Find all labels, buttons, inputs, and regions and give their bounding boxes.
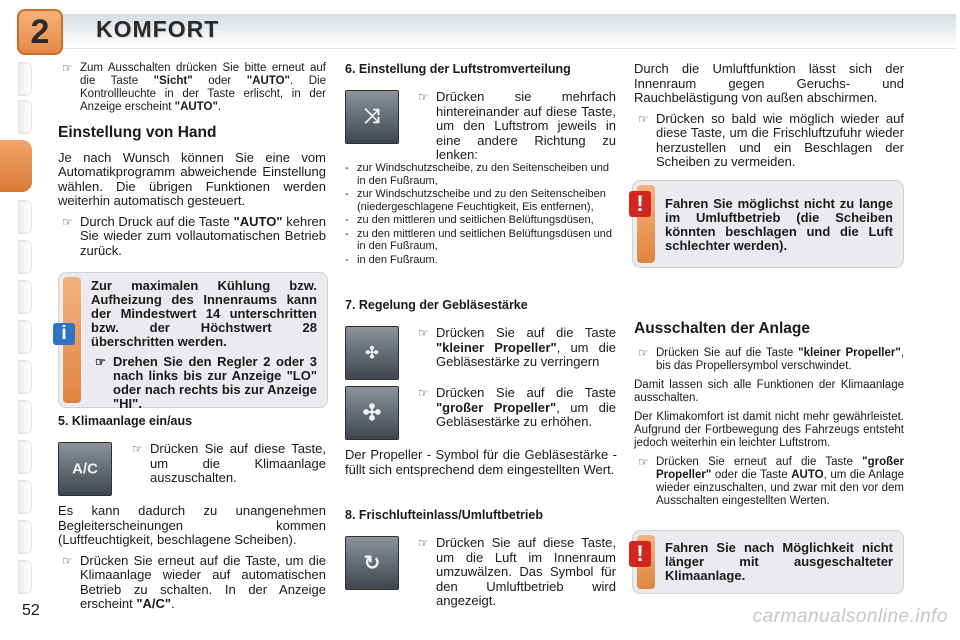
pointing-hand-icon: ☞ [638,454,649,469]
info-text: Zur maximalen Kühlung bzw. Aufheizung des Innenraums kann der Mindestwert 14 unterschritten bzw. der Höchstwert 28 überschritten werden. [91,278,317,349]
warning-text: Fahren Sie nach Möglichkeit nicht länger mit ausgeschalteter Klimaanlage. [665,540,893,583]
section-7-bullet-2 [414,386,616,436]
large-fan-button-image [345,386,399,440]
section-6-list [345,162,617,267]
side-tab[interactable] [18,440,32,474]
page-number: 52 [22,602,40,619]
section-heading: Einstellung von Hand [58,124,217,141]
info-callout [58,272,328,411]
small-fan-button-image [345,326,399,380]
list-item: - zu den mittleren und seitlichen Belüftungsdüsen und in den Fußraum, [345,228,617,253]
side-tab-active[interactable] [0,140,32,192]
pointing-hand-icon: ☞ [418,90,429,104]
paragraph: Es kann dadurch zu unangenehmen Begleiterscheinungen kommen (Luftfeuchtigkeit, beschlagene Scheiben). [58,503,326,547]
large-fan-icon: ✣ [362,400,382,425]
section-7-bullet-1 [414,326,616,376]
bullet: ☞ Durch Druck auf die Taste "AUTO" kehren Sie wieder zum vollautomatischen Betrieb zurück. [62,213,326,258]
paragraph: Durch die Umluftfunktion lässt sich der Innenraum gegen Geruchs- und Rauchbelästigung von außen abschirmen. [634,61,904,105]
small-fan-icon: ✣ [365,345,379,362]
bullet: ☞ Drücken Sie auf diese Taste, um die Klimaanlage auszuschalten. [132,441,326,485]
warning-text: Fahren Sie möglichst nicht zu lange im Umluftbetrieb (die Scheiben könnten beschlagen und die Luft schlechter werden). [665,196,893,253]
section-8-head [345,508,617,533]
pointing-hand-icon: ☞ [95,355,106,369]
intro-bullet: ☞ Zum Ausschalten drücken Sie bitte erneut auf die Taste "Sicht" oder "AUTO". Die Kontrollleuchte in der Taste erlischt, in der Anzeige erscheint "AUTO". [62,61,326,113]
section-7-head [345,298,617,323]
chapter-number: 2 [30,13,50,51]
list-item: - in den Fußraum. [345,254,617,267]
side-tab[interactable] [18,560,32,594]
bullet: ☞ Drücken Sie erneut auf die Taste "großer Propeller" oder die Taste AUTO, um die Anlage wieder einzuschalten, und zwar mit den vor dem Ausschalten eingestellten Werten. [638,454,904,507]
list-item: - zu den mittleren und seitlichen Belüftungsdüsen, [345,214,617,227]
side-tab[interactable] [18,240,32,274]
section-7-body [345,448,617,483]
bullet: ☞ Drücken sie mehrfach hintereinander auf diese Taste, um den Luftstrom jeweils in eine andere Richtung zu lenken: [418,89,616,162]
side-tab[interactable] [18,280,32,314]
right-column [634,62,904,176]
pointing-hand-icon: ☞ [62,214,73,229]
section-5-bullet [128,442,326,492]
bullet: ☞ Drücken Sie auf die Taste "großer Propeller", um die Gebläsestärke zu erhöhen. [418,385,616,429]
pointing-hand-icon: ☞ [62,553,73,568]
bullet: ☞ Drücken Sie auf die Taste "kleiner Propeller", bis das Propellersymbol verschwindet. [638,345,905,372]
section-5-body [58,504,326,618]
paragraph: Der Propeller - Symbol für die Gebläsestärke - füllt sich entsprechend dem eingestellten Wert. [345,447,617,477]
section-8-bullet [414,536,616,615]
side-tab[interactable] [18,360,32,394]
side-tab[interactable] [18,480,32,514]
side-tab[interactable] [18,200,32,234]
ac-label: A/C [72,460,98,478]
bullet: ☞ Drücken Sie erneut auf die Taste, um die Klimaanlage wieder auf automatischen Betrieb zu schalten. In der Anzeige erscheint "A/C". [62,552,326,611]
info-icon: i [53,323,75,345]
bullet: ☞ Drücken Sie auf diese Taste, um die Luft im Innenraum umzuwälzen. Das Symbol für den Umluftbetrieb wird angezeigt. [418,535,616,608]
pointing-hand-icon: ☞ [638,345,649,360]
warning-icon: ! [629,541,651,567]
section-5 [58,414,326,439]
section-heading: 5. Klimaanlage ein/aus [58,414,193,428]
ac-button-image [58,442,112,496]
paragraph: Damit lassen sich alle Funktionen der Klimaanlage ausschalten. [634,378,904,404]
warning-icon: ! [629,191,651,217]
pointing-hand-icon: ☞ [638,111,649,126]
section-6-head [345,62,617,87]
vent-distribution-icon: ⤨ [364,105,380,128]
right-column-2 [634,322,904,514]
side-tab[interactable] [18,520,32,554]
side-tab[interactable] [18,62,32,96]
list-item: - zur Windschutzscheibe und zu den Seitenscheiben (niedergeschlagene Feuchtigkeit, Eis entfernen), [345,188,617,213]
pointing-hand-icon: ☞ [62,61,73,75]
section-heading: Ausschalten der Anlage [634,320,811,337]
section-heading: 8. Frischlufteinlass/Umluftbetrieb [345,508,543,522]
side-tab[interactable] [18,400,32,434]
recirc-button-image [345,536,399,590]
section-6-bullet [414,90,616,169]
paragraph: Je nach Wunsch können Sie eine vom Automatikprogramm abweichende Einstellung wählen. Die übrigen Funktionen werden weiterhin automatisch gesteuert. [58,149,326,208]
list-item: - zur Windschutzscheibe, zu den Seitenscheiben und in den Fußraum, [345,162,617,187]
section-heading: 6. Einstellung der Luftstromverteilung [345,62,571,76]
bullet: ☞ Drücken Sie auf die Taste "kleiner Propeller", um die Gebläsestärke zu verringern [418,325,616,369]
pointing-hand-icon: ☞ [132,442,143,456]
side-tab[interactable] [18,320,32,354]
recirculation-icon: ↻ [363,552,381,575]
info-bullet: ☞ Drehen Sie den Regler 2 oder 3 nach links bis zur Anzeige "LO" oder nach rechts bis zur Anzeige "HI". [95,354,317,411]
vent-button-image [345,90,399,144]
section-heading: 7. Regelung der Gebläsestärke [345,298,528,312]
pointing-hand-icon: ☞ [418,326,429,340]
side-tab[interactable] [18,100,32,134]
bullet: ☞ Drücken so bald wie möglich wieder auf diese Taste, um die Frischluftzufuhr wieder herzustellen und ein Beschlagen der Scheiben zu vermeiden. [638,110,904,169]
warning-callout-1 [632,180,904,268]
page-title: KOMFORT [96,16,220,42]
paragraph: Der Klimakomfort ist damit nicht mehr gewährleistet. Aufgrund der Fortbewegung des Fahrzeugs entsteht jedoch weiterhin ein leichter Luftstrom. [634,410,904,449]
chapter-badge [17,9,63,55]
left-column [58,62,326,264]
pointing-hand-icon: ☞ [418,386,429,400]
distribution-list [345,162,617,266]
watermark: carmanualsonline.info [752,606,948,627]
warning-callout-2 [632,530,904,594]
pointing-hand-icon: ☞ [418,536,429,550]
